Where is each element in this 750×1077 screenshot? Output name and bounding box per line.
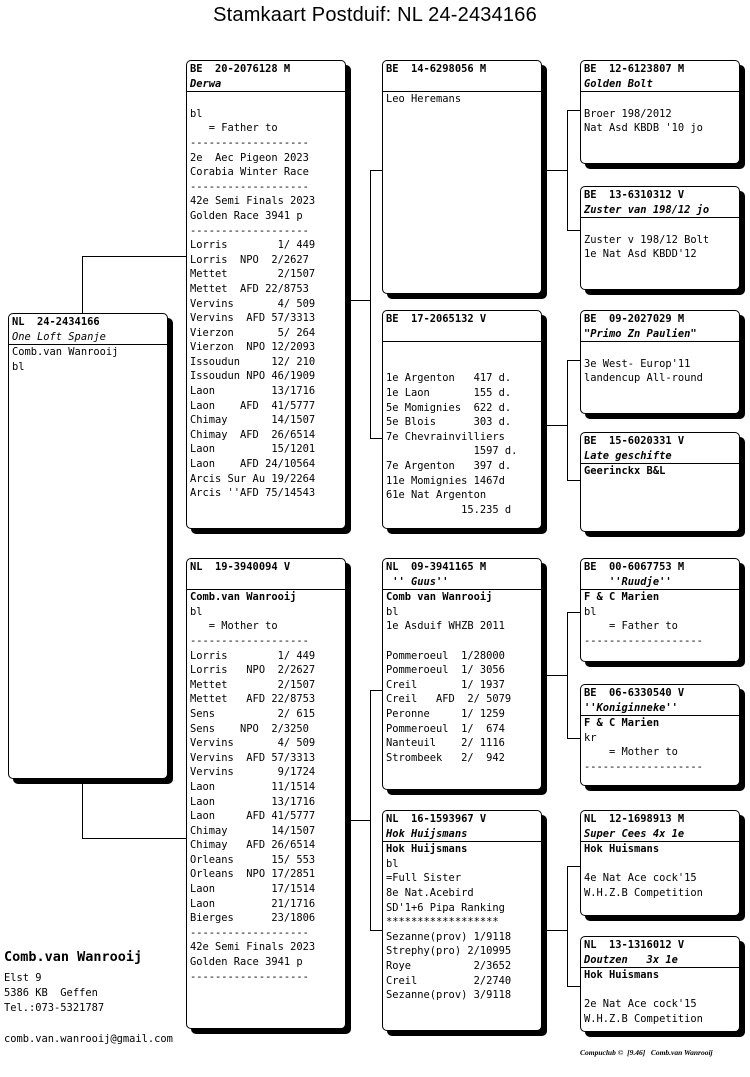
card-line: Lorris 1/ 449 [190,239,316,252]
card-line [584,218,736,233]
pigeon-name: Super Cees 4x 1e [584,827,685,840]
owner-block [4,950,142,1016]
card-line: Vervins 4/ 509 [190,737,316,750]
card-body [581,92,739,136]
ring-number: BE 14-6298056 M [386,63,487,75]
pigeon-card-father[interactable] [186,60,346,529]
pigeon-name: '' Guus'' [386,575,449,588]
card-line: 1e Asduif WHZB 2011 [386,620,505,633]
card-line: bl [190,107,203,120]
pigeon-name [386,77,538,92]
card-line: Strombeek 2/ 942 [386,751,505,764]
card-line: 7e Chevrainvilliers [386,430,505,443]
ring-number: NL 19-3940094 V [190,561,291,573]
card-line: = Mother to [584,746,678,759]
connector-line [567,866,568,986]
card-line: Chimay 14/1507 [190,824,316,837]
ring-number: NL 09-3941165 M [386,561,487,573]
card-line: Lorris NPO 2/2627 [190,664,316,677]
ring-number: NL 13-1316012 V [584,939,685,951]
card-line: 2e Nat Ace cock'15 [584,998,697,1011]
card-line: Issoudun NPO 46/1909 [190,370,316,383]
card-line: Golden Race 3941 p [190,209,303,222]
pigeon-name [190,575,342,590]
card-line: Lorris NPO 2/2627 [190,253,309,266]
card-line: ------------------- [584,760,703,773]
pigeon-card-mfm[interactable] [580,684,740,786]
card-line: ****************** [386,916,499,929]
pigeon-name: "Primo Zn Paulien" [584,327,697,340]
pigeon-card-mff[interactable] [580,558,740,662]
card-line: landencup All-round [584,372,703,385]
ring-number: NL 12-1698913 M [584,813,685,825]
card-line: ------------------- [190,136,309,149]
pigeon-name: Derwa [190,77,222,90]
card-body [187,92,345,501]
card-line: Broer 198/2012 [584,107,672,120]
card-line: =Full Sister [386,872,462,885]
card-header [581,187,739,218]
card-line: Pommeroeul 1/ 674 [386,722,505,735]
card-body [383,92,541,107]
card-line: F & C Marien [584,717,660,730]
pigeon-card-mother-mother[interactable] [382,810,542,1031]
card-body [383,842,541,1003]
card-line: Arcis Sur Au 19/2264 [190,472,316,485]
card-line: Laon 15/1201 [190,443,316,456]
pigeon-card-fmf[interactable] [580,310,740,414]
owner-name: Comb.van Wanrooij [4,949,143,965]
card-line: W.H.Z.B Competition [584,886,703,899]
card-line: Zuster v 198/12 Bolt [584,233,710,246]
connector-line [348,820,370,821]
card-line: kr [584,731,597,744]
card-line: Laon 21/1716 [190,897,316,910]
card-line: Laon AFD 41/5777 [190,399,316,412]
connector-line [567,612,581,613]
card-body [383,342,541,517]
connector-line [370,170,371,438]
card-line: Sens 2/ 615 [190,707,316,720]
card-line: Vervins AFD 57/3313 [190,751,316,764]
ring-number: BE 17-2065132 V [386,313,487,325]
pigeon-name: Hok Huijsmans [386,827,468,840]
connector-line [567,480,581,481]
connector-line [82,256,83,316]
owner-phone: Tel.:073-5321787 [4,1002,105,1014]
card-header [581,559,739,590]
card-line [386,342,538,357]
pigeon-card-mother[interactable] [186,558,346,1029]
card-line: W.H.Z.B Competition [584,1012,703,1025]
card-line: ------------------- [190,224,309,237]
card-line: bl [386,605,399,618]
card-header [187,559,345,590]
card-line: 42e Semi Finals 2023 [190,195,316,208]
card-line: Pommeroeul 1/28000 [386,649,505,662]
pigeon-name: ''Koniginneke'' [584,701,678,714]
card-line: 61e Nat Argenton [386,489,487,502]
card-line: Nanteuil 2/ 1116 [386,737,505,750]
card-line [386,357,538,372]
card-line: 1e Argenton 417 d. [386,372,512,385]
pigeon-name: ''Ruudje'' [584,575,672,588]
card-line: Orleans 15/ 553 [190,853,316,866]
card-line: Comb.van Wanrooij [12,346,119,359]
card-line: Chimay AFD 26/6514 [190,839,316,852]
pigeon-name: Doutzen 3x 1e [584,953,678,966]
card-header [581,937,739,968]
ring-number: BE 12-6123807 M [584,63,685,75]
connector-line [567,986,581,987]
pigeon-card-mmf[interactable] [580,810,740,916]
card-line: ------------------- [584,634,703,647]
card-line [584,857,736,872]
card-line: Corabia Winter Race [190,166,309,179]
card-line: Vervins 4/ 509 [190,297,316,310]
card-line: Bierges 23/1806 [190,912,316,925]
card-line: Hok Huismans [584,843,660,856]
pigeon-card-father-father[interactable] [382,60,542,294]
card-line: 11e Momignies 1467d [386,474,505,487]
card-header [581,61,739,92]
card-line: 3e West- Europ'11 [584,357,691,370]
connector-line [567,866,581,867]
card-body [581,716,739,774]
connector-line [567,360,581,361]
card-line [584,983,736,998]
card-line [584,342,736,357]
connector-line [545,170,567,171]
card-line: Laon 13/1716 [190,385,316,398]
connector-line [567,360,568,480]
card-line: Creil 2/2740 [386,974,512,987]
card-line: 8e Nat.Acebird [386,886,474,899]
ring-number: BE 20-2076128 M [190,63,291,75]
card-line: Mettet AFD 22/8753 [190,693,316,706]
card-line: 5e Blois 303 d. [386,416,512,429]
ring-number: BE 09-2027029 M [584,313,685,325]
card-line: Vervins AFD 57/3313 [190,312,316,325]
card-header [9,314,167,345]
card-line: Mettet 2/1507 [190,678,316,691]
ring-number: BE 13-6310312 V [584,189,685,201]
card-header [581,311,739,342]
card-line: 5e Momignies 622 d. [386,401,512,414]
card-line: bl [190,605,203,618]
card-line: Strephy(pro) 2/10995 [386,945,512,958]
connector-line [82,778,83,838]
card-header [581,433,739,464]
pigeon-card-mmm[interactable] [580,936,740,1032]
card-line: bl [584,605,597,618]
card-line: 42e Semi Finals 2023 [190,941,316,954]
pigeon-name: Zuster van 198/12 jo [584,203,710,216]
page-title: Stamkaart Postduif: NL 24-2434166 [213,4,537,26]
card-line: ------------------- [190,180,309,193]
card-header [383,311,541,342]
pigeon-card-mother-father[interactable] [382,558,542,790]
card-header [581,811,739,842]
card-line: Peronne 1/ 1259 [386,707,505,720]
pigeon-card-fff[interactable] [580,60,740,164]
connector-line [567,110,568,230]
card-line: Vierzon 5/ 264 [190,326,316,339]
card-line: Comb van Wanrooij [386,591,493,604]
ring-number: BE 15-6020331 V [584,435,685,447]
card-line: Creil 1/ 1937 [386,678,505,691]
card-line: = Father to [584,620,678,633]
card-line: Leo Heremans [386,93,462,106]
card-header [187,61,345,92]
owner-email[interactable]: comb.van.wanrooij@gmail.com [4,1033,173,1045]
card-line: Sezanne(prov) 3/9118 [386,989,512,1002]
card-body [187,590,345,984]
card-header [581,685,739,716]
card-line: ------------------- [190,926,309,939]
card-line: 1597 d. [386,445,518,458]
card-line: Vervins 9/1724 [190,766,316,779]
card-body [581,218,739,262]
owner-address-line: Elst 9 [4,972,42,984]
pigeon-name: One Loft Spanje [12,330,106,343]
card-line: Arcis ''AFD 75/14543 [190,487,316,500]
connector-line [567,738,581,739]
card-line: Laon 17/1514 [190,883,316,896]
connector-line [82,838,188,839]
ring-number: NL 16-1593967 V [386,813,487,825]
card-body [383,590,541,765]
card-line [584,92,736,107]
card-line: ------------------- [190,970,309,983]
software-footer: Compuclub © [9.46] Comb.van Wanrooij [580,1048,713,1057]
card-body [581,590,739,648]
card-line: Laon 11/1514 [190,780,316,793]
card-line: 15.235 d [386,503,512,516]
card-line: Laon AFD 41/5777 [190,810,316,823]
connector-line [370,690,371,930]
card-body [581,464,739,479]
card-body [9,345,167,374]
connector-line [82,256,188,257]
connector-line [567,230,581,231]
connector-line [567,110,581,111]
ring-number: NL 24-2434166 [12,316,100,328]
card-line: Hok Huismans [584,969,660,982]
pigeon-card-fmm[interactable] [580,432,740,532]
card-line: 7e Argenton 397 d. [386,459,512,472]
ring-number: BE 00-6067753 M [584,561,685,573]
card-line: 1e Laon 155 d. [386,386,512,399]
card-body [581,342,739,386]
card-header [383,61,541,92]
pigeon-name [386,327,538,342]
owner-address-line: 5386 KB Geffen [4,987,98,999]
card-line: 4e Nat Ace cock'15 [584,872,697,885]
card-body [581,968,739,1026]
pigeon-card-ffm[interactable] [580,186,740,290]
pigeon-name: Late geschifte [584,449,672,462]
card-header [383,811,541,842]
ring-number: BE 06-6330540 V [584,687,685,699]
card-line: bl [12,360,25,373]
card-line [190,92,342,107]
card-line: Geerinckx B&L [584,465,666,478]
pigeon-card-subject[interactable] [8,313,168,779]
card-line: Golden Race 3941 p [190,956,303,969]
card-line: Chimay 14/1507 [190,414,316,427]
card-line: F & C Marien [584,591,660,604]
card-line: SD'1+6 Pipa Ranking [386,901,505,914]
card-line: Orleans NPO 17/2851 [190,868,316,881]
connector-line [567,612,568,738]
card-line: Pommeroeul 1/ 3056 [386,664,505,677]
connector-line [545,425,567,426]
card-line: Vierzon NPO 12/2093 [190,341,316,354]
card-line: Hok Huijsmans [386,843,468,856]
card-line: Lorris 1/ 449 [190,649,316,662]
card-line: Sezanne(prov) 1/9118 [386,930,512,943]
card-line: Comb.van Wanrooij [190,591,297,604]
connector-line [348,300,370,301]
card-line: Mettet AFD 22/8753 [190,282,309,295]
card-header [383,559,541,590]
card-line: Creil AFD 2/ 5079 [386,693,512,706]
card-line: 1e Nat Asd KBDD'12 [584,248,697,261]
card-line: ------------------- [190,634,309,647]
card-line: Sens NPO 2/3250 [190,722,309,735]
card-line: Nat Asd KBDB '10 jo [584,122,703,135]
card-line: bl [386,857,399,870]
card-line: Issoudun 12/ 210 [190,355,316,368]
card-line: Laon 13/1716 [190,795,316,808]
card-line: = Father to [190,122,278,135]
connector-line [545,675,567,676]
pigeon-card-father-mother[interactable] [382,310,542,529]
card-line: Chimay AFD 26/6514 [190,428,316,441]
card-line: 2e Aec Pigeon 2023 [190,151,309,164]
card-line: Laon AFD 24/10564 [190,458,316,471]
card-line [386,634,538,649]
card-line: Mettet 2/1507 [190,268,316,281]
pigeon-name: Golden Bolt [584,77,653,90]
card-body [581,842,739,900]
connector-line [545,930,567,931]
card-line: = Mother to [190,620,278,633]
card-line: Roye 2/3652 [386,959,512,972]
